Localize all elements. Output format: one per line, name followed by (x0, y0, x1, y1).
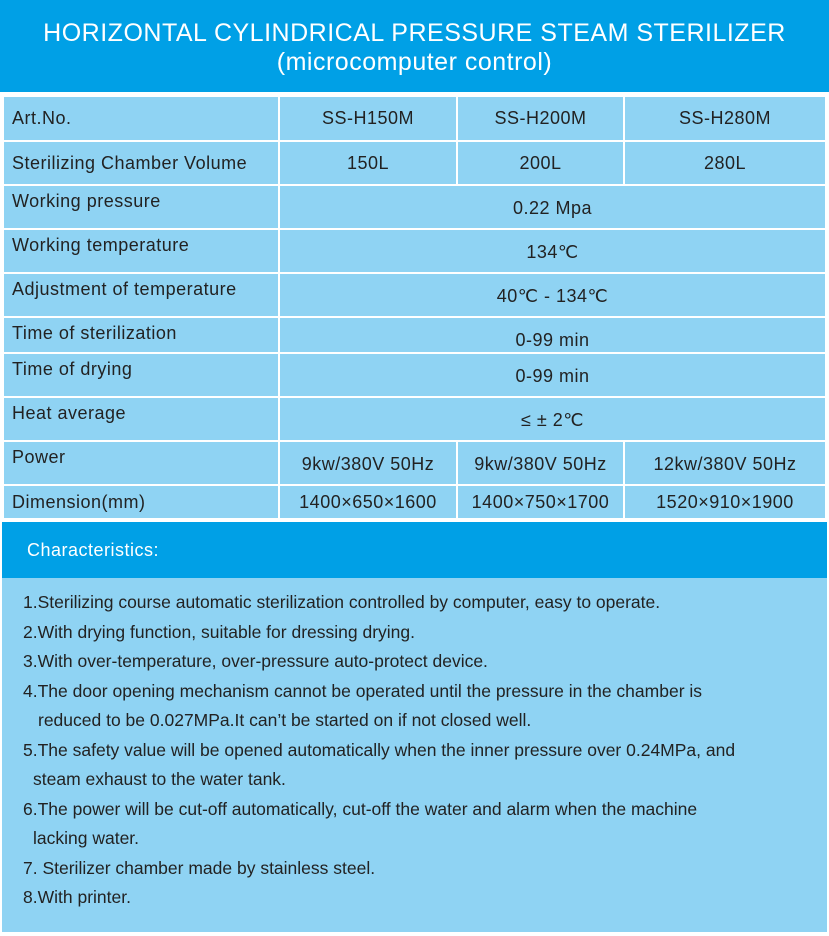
row-label: Adjustment of temperature (3, 273, 279, 317)
list-item: 2.With drying function, suitable for dressing drying. (23, 621, 415, 642)
page-header (0, 0, 829, 92)
table-cell: 1400×750×1700 (457, 485, 624, 519)
characteristics-heading: Characteristics: (2, 522, 827, 578)
table-cell: SS-H280M (624, 96, 826, 141)
table-cell: 134℃ (279, 229, 826, 273)
spec-table (2, 95, 827, 520)
table-cell: 1520×910×1900 (624, 485, 826, 519)
table-cell: 0.22 Mpa (279, 185, 826, 229)
list-item: 8.With printer. (23, 887, 131, 907)
list-item: 4.The door opening mechanism cannot be operated until the pressure in the chamber is (23, 680, 703, 701)
list-item: 5.The safety value will be opened automatically when the inner pressure over 0.24MPa, and (23, 739, 736, 760)
row-label: Working temperature (3, 229, 279, 273)
list-item-continued: lacking water. (33, 828, 140, 848)
row-label: Power (3, 441, 279, 485)
table-row (3, 397, 826, 441)
characteristics-list (2, 578, 827, 932)
list-item: 3.With over-temperature, over-pressure auto-protect device. (23, 651, 488, 671)
row-label: Working pressure (3, 185, 279, 229)
table-row (3, 353, 826, 397)
table-cell: 9kw/380V 50Hz (457, 441, 624, 485)
list-item: 6.The power will be cut-off automatically, cut-off the water and alarm when the machine (23, 798, 698, 819)
table-cell: 0-99 min (279, 353, 826, 397)
table-cell: 150L (279, 141, 457, 185)
table-row (3, 441, 826, 485)
table-cell: SS-H150M (279, 96, 457, 141)
table-row (3, 185, 826, 229)
table-row (3, 485, 826, 519)
page-title: HORIZONTAL CYLINDRICAL PRESSURE STEAM STERILIZER (43, 19, 786, 47)
row-label: Heat average (3, 397, 279, 441)
table-row (3, 317, 826, 353)
row-label: Art.No. (3, 96, 279, 141)
table-row (3, 229, 826, 273)
list-item-continued: steam exhaust to the water tank. (33, 769, 286, 789)
table-cell: SS-H200M (457, 96, 624, 141)
row-label: Time of drying (3, 353, 279, 397)
list-item-continued: reduced to be 0.027MPa.It can’t be started on if not closed well. (38, 710, 532, 730)
page-subtitle: (microcomputer control) (276, 48, 553, 76)
table-row (3, 273, 826, 317)
table-cell: 12kw/380V 50Hz (624, 441, 826, 485)
table-cell: 0-99 min (279, 317, 826, 353)
list-item: 7. Sterilizer chamber made by stainless steel. (23, 857, 376, 878)
row-label: Time of sterilization (3, 317, 279, 353)
table-cell: 200L (457, 141, 624, 185)
table-cell: 9kw/380V 50Hz (279, 441, 457, 485)
table-cell: 1400×650×1600 (279, 485, 457, 519)
table-cell: 280L (624, 141, 826, 185)
row-label: Dimension(mm) (3, 485, 279, 519)
table-row (3, 141, 826, 185)
table-cell: ≤ ± 2℃ (279, 397, 826, 441)
list-item: 1.Sterilizing course automatic sterilization controlled by computer, easy to operate. (23, 592, 661, 612)
table-cell: 40℃ - 134℃ (279, 273, 826, 317)
table-row (3, 96, 826, 141)
row-label: Sterilizing Chamber Volume (3, 141, 279, 185)
